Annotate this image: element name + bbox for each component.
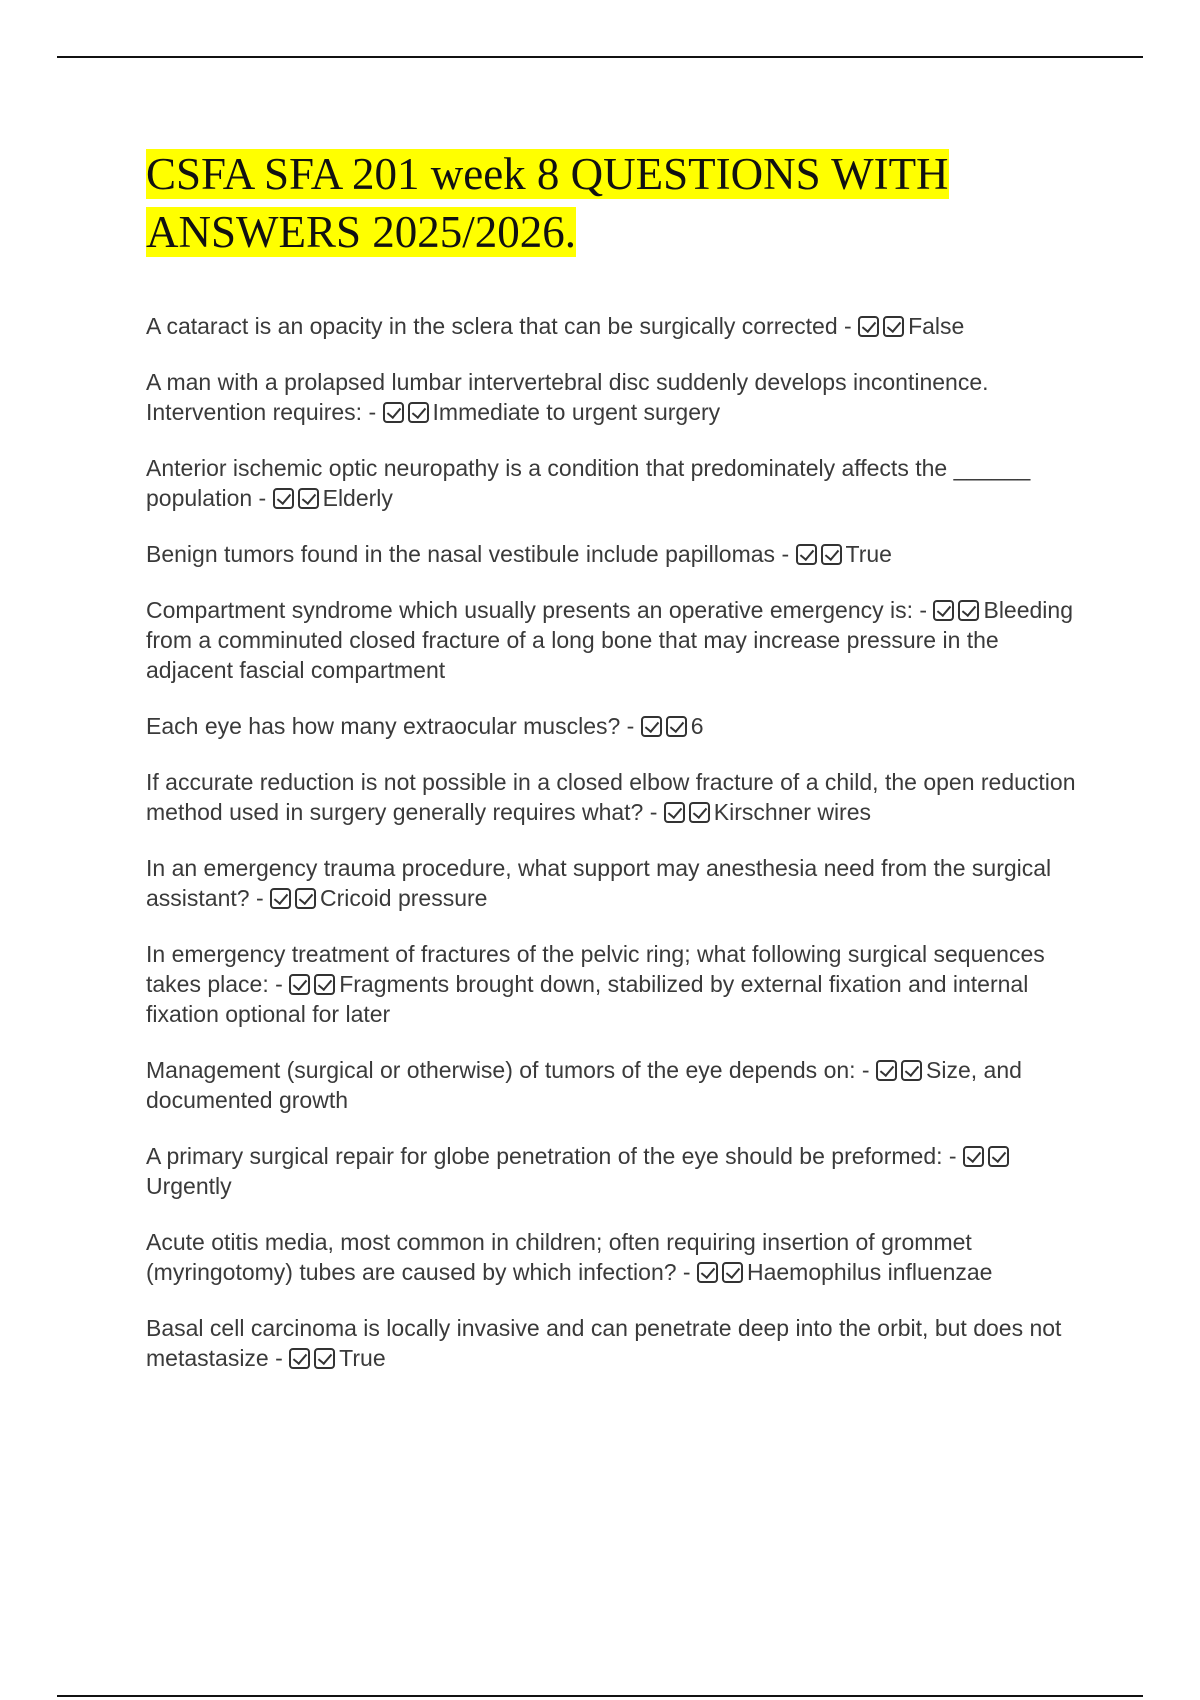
document-body: [146, 145, 1086, 1399]
checkbox-checked-icon: [689, 802, 710, 823]
checkbox-checked-icon: [295, 888, 316, 909]
qa-list: [146, 311, 1086, 1373]
answer-text: False: [908, 313, 965, 339]
checkbox-checked-icon: [697, 1262, 718, 1283]
checkbox-checked-icon: [821, 544, 842, 565]
qa-item: [146, 367, 1086, 427]
answer-text: 6: [690, 713, 704, 739]
question-text: Anterior ischemic optic neuropathy is a condition that predominately affects the ______ population: [146, 455, 1031, 511]
question-text: Basal cell carcinoma is locally invasive and can penetrate deep into the orbit, but does not metastasize: [146, 1315, 1062, 1371]
bottom-rule: [57, 1695, 1143, 1697]
answer-text: Urgently: [146, 1173, 232, 1199]
checkbox-checked-icon: [666, 716, 687, 737]
separator: -: [268, 971, 290, 997]
qa-item: [146, 1313, 1086, 1373]
answer-marker: [289, 1345, 339, 1371]
answer-text: Immediate to urgent surgery: [432, 399, 721, 425]
answer-text: Fragments brought down, stabilized by external fixation and internal fixation optional for later: [146, 971, 1029, 1027]
answer-text: True: [339, 1345, 386, 1371]
answer-marker: [963, 1143, 1013, 1169]
separator: -: [362, 399, 383, 425]
checkbox-checked-icon: [289, 974, 310, 995]
qa-item: [146, 1227, 1086, 1287]
separator: -: [855, 1057, 876, 1083]
checkbox-checked-icon: [314, 974, 335, 995]
checkbox-checked-icon: [273, 488, 294, 509]
question-text: In an emergency trauma procedure, what support may anesthesia need from the surgical assistant?: [146, 855, 1052, 911]
checkbox-checked-icon: [901, 1060, 922, 1081]
qa-item: [146, 539, 1086, 569]
title-text: CSFA SFA 201 week 8 QUESTIONS WITH ANSWERS 2025/2026.: [146, 149, 949, 257]
answer-marker: [858, 313, 908, 339]
separator: -: [942, 1143, 963, 1169]
question-text: A man with a prolapsed lumbar intervertebral disc suddenly develops incontinence. Intervention requires:: [146, 369, 989, 425]
answer-marker: [697, 1259, 747, 1285]
checkbox-checked-icon: [270, 888, 291, 909]
separator: -: [643, 799, 664, 825]
checkbox-checked-icon: [641, 716, 662, 737]
answer-marker: [876, 1057, 926, 1083]
qa-item: [146, 1141, 1086, 1201]
answer-marker: [270, 885, 320, 911]
qa-item: [146, 595, 1086, 685]
checkbox-checked-icon: [988, 1146, 1009, 1167]
separator: -: [252, 485, 273, 511]
qa-item: [146, 853, 1086, 913]
answer-text: Cricoid pressure: [320, 885, 488, 911]
question-text: Each eye has how many extraocular muscles?: [146, 713, 621, 739]
checkbox-checked-icon: [408, 402, 429, 423]
answer-marker: [664, 799, 714, 825]
document-title: [146, 145, 1086, 261]
checkbox-checked-icon: [796, 544, 817, 565]
answer-text: True: [845, 541, 892, 567]
qa-item: [146, 311, 1086, 341]
question-text: Compartment syndrome which usually presents an operative emergency is:: [146, 597, 914, 623]
checkbox-checked-icon: [722, 1262, 743, 1283]
separator: -: [775, 541, 796, 567]
answer-text: Elderly: [322, 485, 393, 511]
answer-text: Haemophilus influenzae: [746, 1259, 993, 1285]
checkbox-checked-icon: [664, 802, 685, 823]
answer-text: Size, and documented growth: [146, 1057, 1022, 1113]
separator: -: [249, 885, 271, 911]
question-text: In emergency treatment of fractures of the pelvic ring; what following surgical sequences takes place:: [146, 941, 1045, 997]
separator: -: [620, 713, 641, 739]
qa-item: [146, 711, 1086, 741]
checkbox-checked-icon: [876, 1060, 897, 1081]
answer-marker: [641, 713, 691, 739]
answer-text: Kirschner wires: [713, 799, 872, 825]
question-text: If accurate reduction is not possible in a closed elbow fracture of a child, the open reduction method used in surgery generally requires what?: [146, 769, 1076, 825]
answer-marker: [273, 485, 323, 511]
checkbox-checked-icon: [883, 316, 904, 337]
answer-marker: [796, 541, 846, 567]
checkbox-checked-icon: [933, 600, 954, 621]
qa-item: [146, 939, 1086, 1029]
answer-text: Bleeding from a comminuted closed fracture of a long bone that may increase pressure in the adjacent fascial compartment: [146, 597, 1074, 683]
qa-item: [146, 767, 1086, 827]
qa-item: [146, 453, 1086, 513]
question-text: A primary surgical repair for globe penetration of the eye should be preformed:: [146, 1143, 943, 1169]
checkbox-checked-icon: [314, 1348, 335, 1369]
question-text: A cataract is an opacity in the sclera that can be surgically corrected: [146, 313, 838, 339]
checkbox-checked-icon: [858, 316, 879, 337]
separator: -: [913, 597, 934, 623]
separator: -: [837, 313, 859, 339]
checkbox-checked-icon: [383, 402, 404, 423]
checkbox-checked-icon: [289, 1348, 310, 1369]
question-text: Benign tumors found in the nasal vestibule include papillomas: [146, 541, 776, 567]
separator: -: [676, 1259, 697, 1285]
answer-marker: [289, 971, 339, 997]
checkbox-checked-icon: [958, 600, 979, 621]
answer-marker: [383, 399, 433, 425]
qa-item: [146, 1055, 1086, 1115]
top-rule: [57, 56, 1143, 58]
answer-marker: [933, 597, 983, 623]
checkbox-checked-icon: [963, 1146, 984, 1167]
question-text: Acute otitis media, most common in children; often requiring insertion of grommet (myringotomy) tubes are caused by which infection?: [146, 1229, 972, 1285]
checkbox-checked-icon: [298, 488, 319, 509]
separator: -: [268, 1345, 290, 1371]
question-text: Management (surgical or otherwise) of tumors of the eye depends on:: [146, 1057, 856, 1083]
